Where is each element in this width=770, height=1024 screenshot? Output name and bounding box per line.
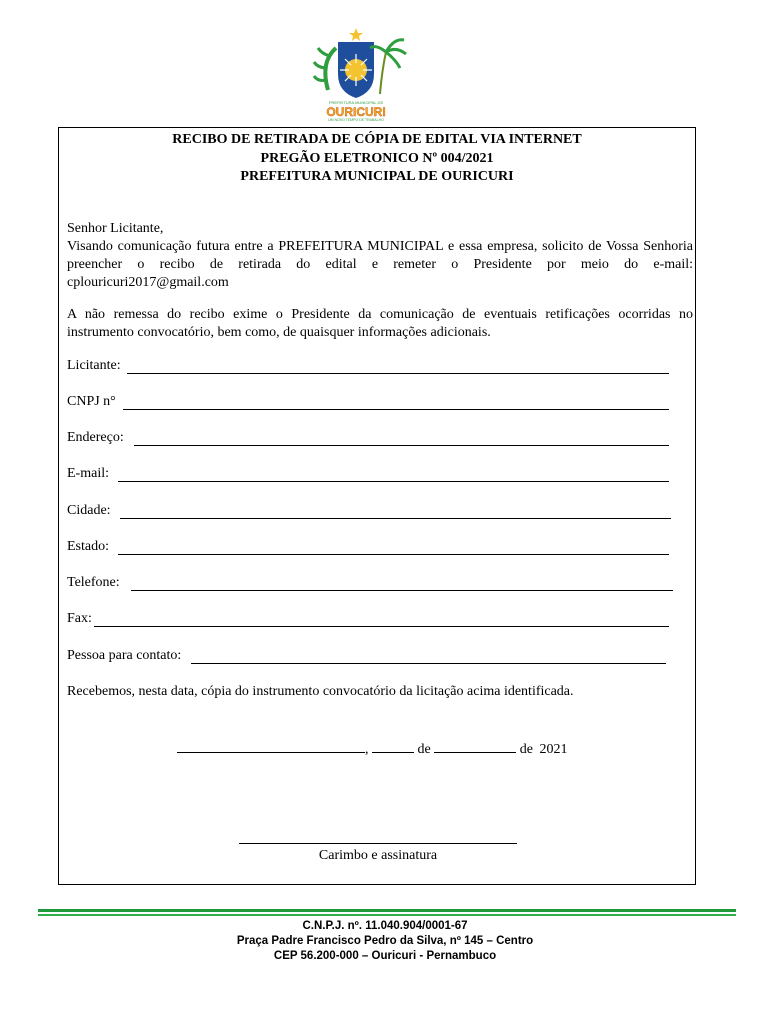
title-line-1: RECIBO DE RETIRADA DE CÓPIA DE EDITAL VIA INTERNET — [172, 132, 582, 147]
footer-divider — [38, 909, 736, 912]
footer-cnpj: C.N.P.J. nº. 11.040.904/0001-67 — [302, 920, 468, 932]
greeting: Senhor Licitante, — [67, 221, 164, 236]
field-telefone-line[interactable] — [131, 590, 673, 591]
date-de-2: de — [519, 742, 533, 757]
field-email-label: E-mail: — [67, 466, 109, 481]
receipt-statement: Recebemos, nesta data, cópia do instrumento convocatório da licitação acima identificada. — [67, 684, 574, 699]
date-city-blank[interactable] — [177, 740, 365, 753]
field-licitante-line[interactable] — [127, 373, 669, 374]
notice-paragraph: A não remessa do recibo exime o Presidente da comunicação de eventuais retificações ocorridas no instrumento convocatório, bem como, de quaisquer informações adicionais. — [67, 307, 693, 340]
field-cidade-label: Cidade: — [67, 503, 111, 518]
field-telefone-label: Telefone: — [67, 575, 120, 590]
svg-text:PREFEITURA MUNICIPAL DE: PREFEITURA MUNICIPAL DE — [328, 100, 384, 105]
footer — [0, 919, 770, 964]
svg-text:OURICURI: OURICURI — [326, 105, 386, 119]
title-line-3: PREFEITURA MUNICIPAL DE OURICURI — [240, 169, 514, 184]
field-contato-line[interactable] — [191, 663, 666, 664]
form-title — [59, 131, 695, 187]
field-contato-label: Pessoa para contato: — [67, 648, 182, 663]
field-licitante-label: Licitante: — [67, 358, 121, 373]
field-fax-line[interactable] — [94, 626, 669, 627]
field-endereco-line[interactable] — [134, 445, 669, 446]
contact-email: cplouricuri2017@gmail.com — [67, 275, 229, 290]
field-cidade-line[interactable] — [120, 518, 671, 519]
footer-address: Praça Padre Francisco Pedro da Silva, nº 145 – Centro — [236, 935, 534, 947]
field-cnpj-label: CNPJ n° — [67, 394, 116, 409]
date-line — [177, 740, 567, 759]
field-estado-line[interactable] — [118, 554, 669, 555]
date-day-blank[interactable] — [372, 740, 414, 753]
intro-text: Visando comunicação futura entre a PREFEITURA MUNICIPAL e essa empresa, solicito de Vossa Senhoria preencher o recibo de retirada do edital e remeter o Presidente por meio do e-mail: — [67, 239, 693, 272]
svg-text:UM NOVO TEMPO DE TRABALHO: UM NOVO TEMPO DE TRABALHO — [328, 118, 384, 122]
ouricuri-logo — [300, 26, 412, 122]
date-de-1: de — [417, 742, 431, 757]
footer-divider-secondary — [38, 914, 736, 916]
date-separator: , — [365, 742, 369, 757]
field-email-line[interactable] — [118, 481, 669, 482]
intro-paragraph — [67, 238, 693, 292]
ouricuri-crest-icon — [300, 26, 412, 122]
date-month-blank[interactable] — [434, 740, 516, 753]
field-estado-label: Estado: — [67, 539, 109, 554]
field-fax-label: Fax: — [67, 611, 92, 626]
field-endereco-label: Endereço: — [67, 430, 124, 445]
signature-line[interactable] — [239, 843, 517, 844]
receipt-form — [58, 127, 696, 885]
title-line-2: PREGÃO ELETRONICO Nº 004/2021 — [260, 150, 494, 166]
footer-cep: CEP 56.200-000 – Ouricuri - Pernambuco — [273, 950, 497, 962]
date-year: 2021 — [539, 742, 568, 757]
field-cnpj-line[interactable] — [123, 409, 669, 410]
signature-label: Carimbo e assinatura — [318, 848, 438, 863]
